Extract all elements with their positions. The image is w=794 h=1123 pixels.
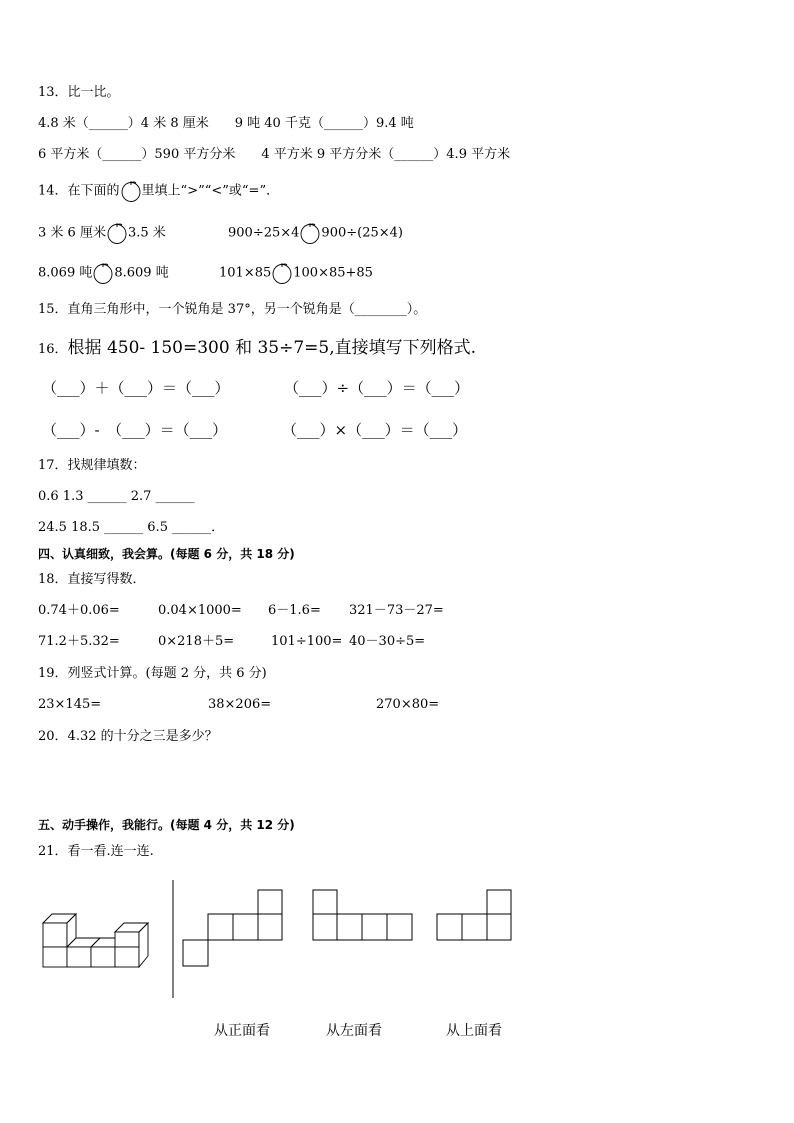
q19-item-3: 270×80= — [376, 697, 440, 712]
q14-suffix: 里填上“>”“<”或“=”． — [141, 183, 280, 199]
q13-title: 13．比一比。 — [38, 85, 120, 100]
q18-r2-c3: 101÷100= — [271, 634, 343, 649]
q17-title: 17．找规律填数： — [38, 458, 146, 473]
view-option-3[interactable] — [437, 890, 511, 940]
q18-r2-c4: 40－30÷5= — [349, 634, 426, 649]
q18-r2-c2: 0×218＋5= — [158, 634, 235, 649]
q16-text: 根据 450- 150=300 和 35÷7=5,直接填写下列格式. — [67, 338, 477, 358]
q14-r2b-left: 101×85 — [219, 265, 272, 281]
label-top-view[interactable]: 从上面看 — [446, 1023, 502, 1039]
view-option-1[interactable] — [183, 890, 282, 966]
q16-row2-b: （___）×（___）＝（___） — [282, 421, 468, 439]
q14-r1b-right: 900÷(25×4) — [321, 225, 403, 241]
q14-r2b-right: 100×85+85 — [293, 265, 373, 281]
apple-icon[interactable] — [300, 222, 320, 244]
q16-title — [38, 337, 476, 359]
q14-r2a-right: 8.609 吨 — [114, 265, 169, 281]
view-option-2[interactable] — [313, 890, 412, 940]
q17-row2: 24.5 18.5 ______ 6.5 ______． — [38, 520, 225, 535]
apple-icon[interactable] — [107, 222, 127, 244]
q16-row1-a: （___）＋（___）＝（___） — [42, 379, 230, 397]
section-4-heading: 四、认真细致，我会算。(每题 6 分，共 18 分) — [38, 547, 295, 561]
apple-icon — [121, 180, 141, 202]
q19-item-2: 38×206= — [208, 697, 272, 712]
q14-row2-a — [38, 262, 169, 284]
q18-r1-c1: 0.74＋0.06= — [38, 603, 120, 618]
q17-row1: 0.6 1.3 ______ 2.7 ______ — [38, 489, 195, 504]
cube-solid-figure[interactable] — [43, 914, 148, 967]
q13-row2: 6 平方米（______）590 平方分米 4 平方米 9 平方分米（______）4.9 平方米 — [38, 147, 511, 162]
q20-text: 20．4.32 的十分之三是多少？ — [38, 729, 218, 744]
q14-r1b-left: 900÷25×4 — [228, 225, 300, 241]
q19-title: 19．列竖式计算。(每题 2 分，共 6 分) — [38, 666, 267, 681]
q18-r1-c3: 6－1.6= — [268, 603, 321, 618]
label-left-view[interactable]: 从左面看 — [326, 1023, 382, 1039]
q13-row1: 4.8 米（______）4 米 8 厘米 9 吨 40 千克（______）9.4 吨 — [38, 116, 414, 131]
q14-title — [38, 180, 279, 202]
q14-r2a-left: 8.069 吨 — [38, 265, 93, 281]
q18-r2-c1: 71.2＋5.32= — [38, 634, 120, 649]
q14-prefix: 14．在下面的 — [38, 183, 120, 199]
apple-icon[interactable] — [272, 262, 292, 284]
q18-r1-c4: 321－73－27= — [349, 603, 444, 618]
q14-r1a-right: 3.5 米 — [127, 225, 166, 241]
q16-row2-a: （___）- （___）＝（___） — [42, 421, 228, 439]
q21-figures — [0, 870, 794, 1010]
q21-title: 21．看一看.连一连. — [38, 844, 154, 859]
q14-r1a-left: 3 米 6 厘米 — [38, 225, 106, 241]
apple-icon[interactable] — [93, 262, 113, 284]
q18-r1-c2: 0.04×1000= — [158, 603, 242, 618]
q15-text: 15．直角三角形中，一个锐角是 37°，另一个锐角是（________）。 — [38, 302, 427, 317]
q19-item-1: 23×145= — [38, 697, 102, 712]
label-front-view[interactable]: 从正面看 — [214, 1023, 270, 1039]
q16-number: 16． — [38, 342, 68, 357]
q16-row1-b: （___）÷（___）＝（___） — [284, 379, 470, 397]
q14-row1-b — [228, 222, 403, 244]
section-5-heading: 五、动手操作，我能行。(每题 4 分，共 12 分) — [38, 818, 295, 832]
q14-row2-b — [219, 262, 373, 284]
q18-title: 18．直接写得数． — [38, 572, 146, 587]
q14-row1-a — [38, 222, 166, 244]
